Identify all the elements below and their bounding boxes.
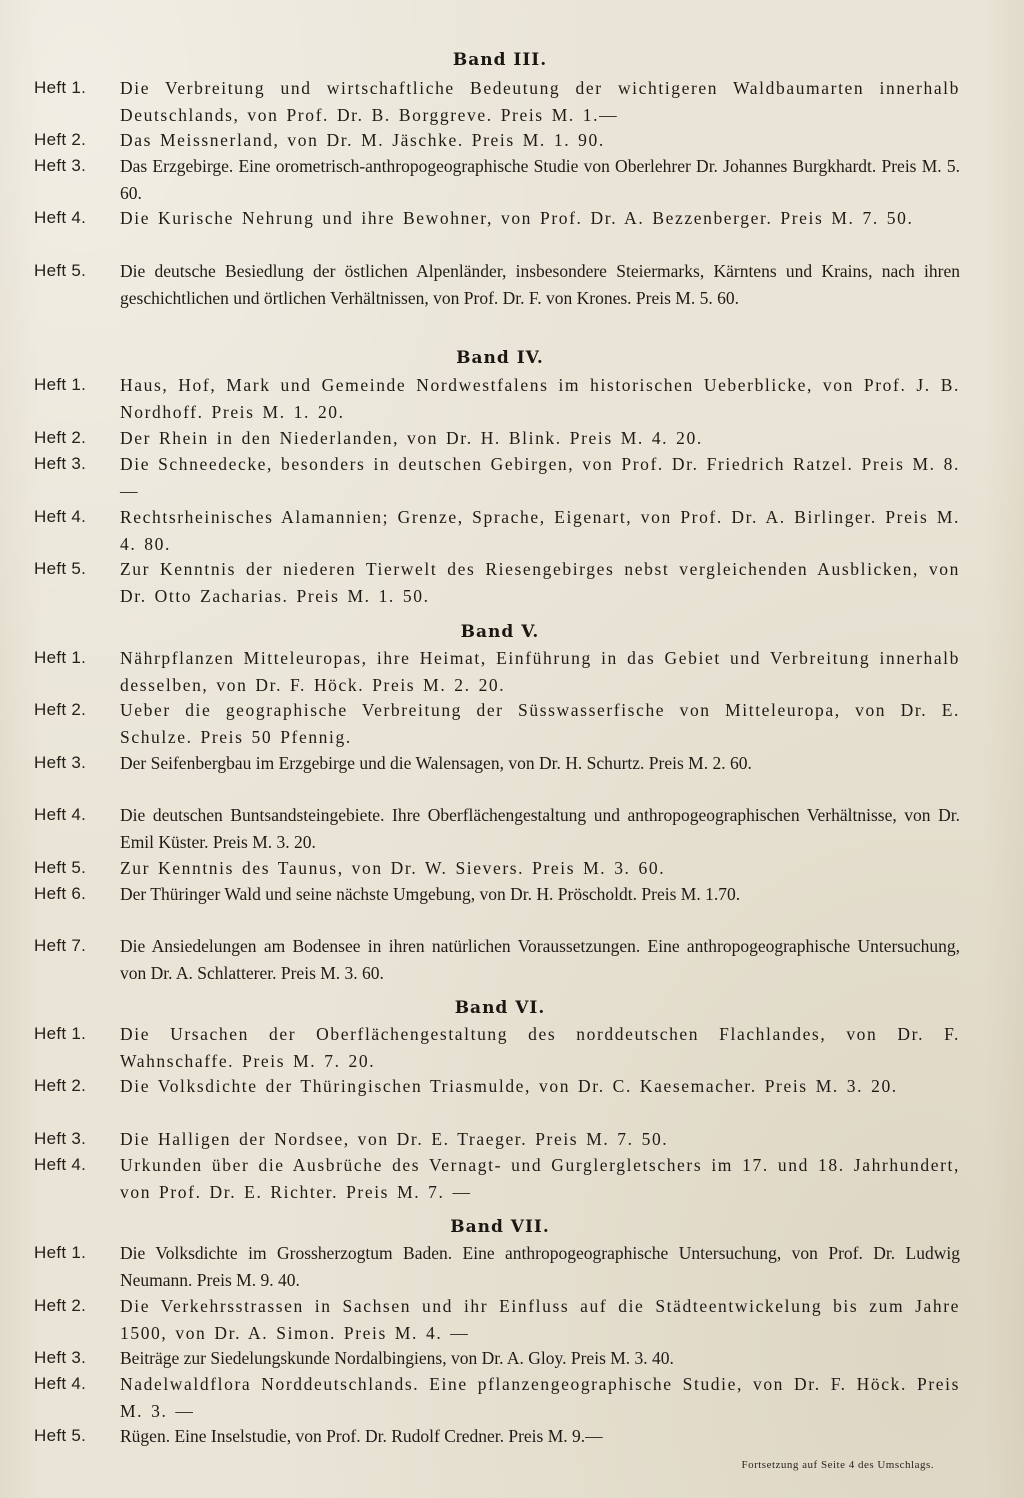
heft-number: Heft 4.	[34, 208, 87, 227]
volume-heading: Band IV.	[456, 348, 544, 368]
entry-text: Nadelwaldflora Norddeutschlands. Eine pflanzengeographische Studie, von Dr. F. Höck. Preis M. 3. —	[120, 1374, 960, 1421]
heft-number: Heft 3.	[34, 156, 87, 175]
heft-number: Heft 2.	[34, 428, 87, 447]
entry-text: Das Erzgebirge. Eine orometrisch-anthropogeographische Studie von Oberlehrer Dr. Johannes Burgkhardt. Preis M. 5. 60.	[120, 156, 960, 203]
volume-heading: Band V.	[460, 622, 540, 642]
entry-text: Die Verkehrsstrassen in Sachsen und ihr Einfluss auf die Städteentwickelung bis zum Jahre 1500, von Dr. A. Simon. Preis M. 4. —	[120, 1296, 960, 1343]
heft-number: Heft 5.	[34, 1426, 87, 1445]
entry-text: Rügen. Eine Inselstudie, von Prof. Dr. Rudolf Credner. Preis M. 9.—	[120, 1426, 603, 1446]
entry-text: Haus, Hof, Mark und Gemeinde Nordwestfalens im historischen Ueberblicke, von Prof. J. B. Nordhoff. Preis M. 1. 20.	[120, 375, 960, 422]
entry-text: Die deutschen Buntsandsteingebiete. Ihre Oberflächengestaltung und anthropogeographischen Verhältnisse, von Dr. Emil Küster. Preis M. 3. 20.	[120, 805, 960, 852]
entry-text: Rechtsrheinisches Alamannien; Grenze, Sprache, Eigenart, von Prof. Dr. A. Birlinger. Preis M. 4. 80.	[120, 507, 960, 554]
volume-heading: Band VII.	[450, 1217, 550, 1237]
entry-text: Der Thüringer Wald und seine nächste Umgebung, von Dr. H. Pröscholdt. Preis M. 1.70.	[120, 884, 741, 904]
heft-number: Heft 5.	[34, 858, 87, 877]
heft-number: Heft 1.	[34, 78, 87, 97]
entry-text: Die Schneedecke, besonders in deutschen Gebirgen, von Prof. Dr. Friedrich Ratzel. Preis M. 8. —	[120, 454, 960, 501]
volume-heading: Band VI.	[454, 998, 546, 1018]
heft-number: Heft 2.	[34, 1296, 87, 1315]
heft-number: Heft 3.	[34, 1348, 87, 1367]
entry-text: Der Rhein in den Niederlanden, von Dr. H. Blink. Preis M. 4. 20.	[120, 428, 703, 448]
entry-text: Nährpflanzen Mitteleuropas, ihre Heimat, Einführung in das Gebiet und Verbreitung innerhalb desselben, von Dr. F. Höck. Preis M. 2. 20.	[120, 648, 960, 695]
heft-number: Heft 2.	[34, 130, 87, 149]
entry-text: Das Meissnerland, von Dr. M. Jäschke. Preis M. 1. 90.	[120, 130, 605, 150]
heft-number: Heft 2.	[34, 1076, 87, 1095]
entry-text: Die Ansiedelungen am Bodensee in ihren natürlichen Voraussetzungen. Eine anthropogeographische Untersuchung, von Dr. A. Schlatterer. Preis M. 3. 60.	[120, 936, 960, 983]
heft-number: Heft 3.	[34, 1129, 87, 1148]
entry-text: Die Volksdichte der Thüringischen Triasmulde, von Dr. C. Kaesemacher. Preis M. 3. 20.	[120, 1076, 898, 1096]
heft-number: Heft 4.	[34, 1155, 87, 1174]
entry-text: Der Seifenbergbau im Erzgebirge und die Walensagen, von Dr. H. Schurtz. Preis M. 2. 60.	[120, 753, 752, 773]
heft-number: Heft 3.	[34, 753, 87, 772]
entry-text: Zur Kenntnis der niederen Tierwelt des Riesengebirges nebst vergleichenden Ausblicken, von Dr. Otto Zacharias. Preis M. 1. 50.	[120, 559, 960, 606]
entry-text: Die Verbreitung und wirtschaftliche Bedeutung der wichtigeren Waldbaumarten innerhalb Deutschlands, von Prof. Dr. B. Borggreve. Preis M. 1.—	[120, 78, 960, 125]
entry-text: Die Halligen der Nordsee, von Dr. E. Traeger. Preis M. 7. 50.	[120, 1129, 669, 1149]
continuation-note: Fortsetzung auf Seite 4 des Umschlags.	[741, 1459, 934, 1471]
heft-number: Heft 5.	[34, 261, 87, 280]
entry-text: Beiträge zur Siedelungskunde Nordalbingiens, von Dr. A. Gloy. Preis M. 3. 40.	[120, 1348, 674, 1368]
heft-number: Heft 1.	[34, 648, 87, 667]
heft-number: Heft 1.	[34, 1243, 87, 1262]
entry-text: Zur Kenntnis des Taunus, von Dr. W. Sievers. Preis M. 3. 60.	[120, 858, 666, 878]
entry-text: Urkunden über die Ausbrüche des Vernagt- und Gurglergletschers im 17. und 18. Jahrhundert, von Prof. Dr. E. Richter. Preis M. 7. —	[120, 1155, 960, 1202]
entry-text: Die Kurische Nehrung und ihre Bewohner, von Prof. Dr. A. Bezzenberger. Preis M. 7. 50.	[120, 208, 914, 228]
entry-text: Ueber die geographische Verbreitung der Süsswasserfische von Mitteleuropa, von Dr. E. Schulze. Preis 50 Pfennig.	[120, 700, 960, 747]
heft-number: Heft 4.	[34, 805, 87, 824]
volume-heading: Band III.	[452, 50, 548, 70]
heft-number: Heft 1.	[34, 1024, 87, 1043]
heft-number: Heft 1.	[34, 375, 87, 394]
heft-number: Heft 6.	[34, 884, 87, 903]
entry-text: Die deutsche Besiedlung der östlichen Alpenländer, insbesondere Steiermarks, Kärntens und Krains, nach ihren geschichtlichen und örtlichen Verhältnissen, von Prof. Dr. F. von Krones. Preis M. 5. 60.	[120, 261, 960, 308]
heft-number: Heft 7.	[34, 936, 87, 955]
heft-number: Heft 4.	[34, 507, 87, 526]
heft-number: Heft 5.	[34, 559, 87, 578]
heft-number: Heft 2.	[34, 700, 87, 719]
entry-text: Die Volksdichte im Grossherzogtum Baden. Eine anthropogeographische Untersuchung, von Prof. Dr. Ludwig Neumann. Preis M. 9. 40.	[120, 1243, 960, 1290]
entry-text: Die Ursachen der Oberflächengestaltung des norddeutschen Flachlandes, von Dr. F. Wahnschaffe. Preis M. 7. 20.	[120, 1024, 960, 1071]
heft-number: Heft 4.	[34, 1374, 87, 1393]
heft-number: Heft 3.	[34, 454, 87, 473]
